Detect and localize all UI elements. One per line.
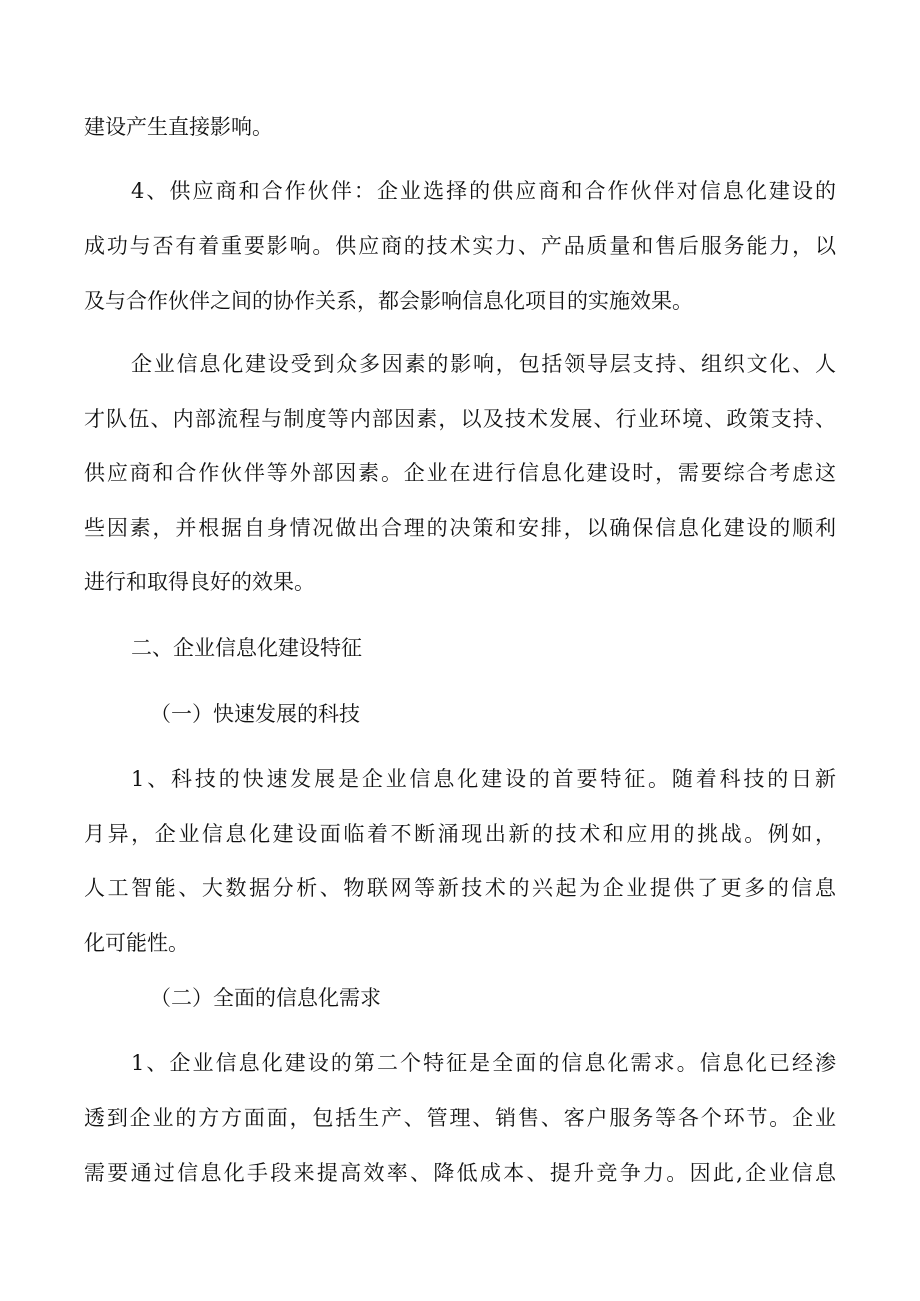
subsection-heading-2: （二）全面的信息化需求 — [150, 986, 381, 1010]
demand-line-1: 1、企业信息化建设的第二个特征是全面的信息化需求。信息化已经渗 — [131, 1051, 836, 1075]
subsection-heading-1: （一）快速发展的科技 — [150, 702, 360, 726]
paragraph-continued-line: 建设产生直接影响。 — [84, 115, 273, 139]
tech-line-4: 化可能性。 — [84, 931, 189, 955]
demand-line-2: 透到企业的方方面面，包括生产、管理、销售、客户服务等各个环节。企业 — [84, 1106, 836, 1130]
demand-line-3: 需要通过信息化手段来提高效率、降低成本、提升竞争力。因此,企业信息 — [84, 1161, 836, 1185]
summary-line-2: 才队伍、内部流程与制度等内部因素，以及技术发展、行业环境、政策支持、 — [84, 407, 836, 431]
tech-line-1: 1、科技的快速发展是企业信息化建设的首要特征。随着科技的日新 — [131, 767, 836, 791]
item4-line-1: 4、供应商和合作伙伴：企业选择的供应商和合作伙伴对信息化建设的 — [131, 179, 836, 203]
item4-line-3: 及与合作伙伴之间的协作关系，都会影响信息化项目的实施效果。 — [84, 289, 693, 313]
tech-line-3: 人工智能、大数据分析、物联网等新技术的兴起为企业提供了更多的信息 — [84, 876, 836, 900]
summary-line-4: 些因素，并根据自身情况做出合理的决策和安排，以确保信息化建设的顺利 — [84, 516, 836, 540]
section-heading: 二、企业信息化建设特征 — [131, 636, 362, 660]
summary-line-3: 供应商和合作伙伴等外部因素。企业在进行信息化建设时，需要综合考虑这 — [84, 461, 836, 485]
summary-line-1: 企业信息化建设受到众多因素的影响，包括领导层支持、组织文化、人 — [131, 352, 836, 376]
summary-line-5: 进行和取得良好的效果。 — [84, 570, 315, 594]
tech-line-2: 月异，企业信息化建设面临着不断涌现出新的技术和应用的挑战。例如， — [84, 822, 836, 846]
item4-line-2: 成功与否有着重要影响。供应商的技术实力、产品质量和售后服务能力，以 — [84, 234, 836, 258]
